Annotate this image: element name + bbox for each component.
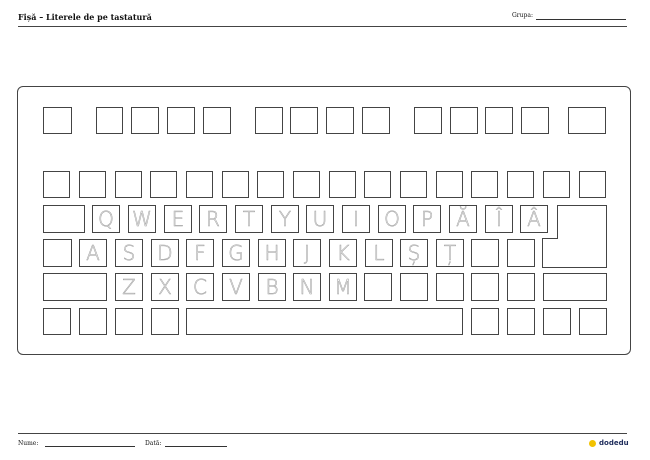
function-row-blank-key bbox=[96, 107, 123, 134]
space-row-blank-key bbox=[543, 308, 571, 335]
shift-row-blank-key bbox=[400, 273, 428, 301]
key-n: N bbox=[293, 273, 321, 301]
enter-key-shape bbox=[542, 205, 607, 268]
shift-row-blank-key bbox=[471, 273, 499, 301]
number-row-blank-key bbox=[329, 171, 356, 198]
key-c: C bbox=[186, 273, 214, 301]
number-row-blank-key bbox=[436, 171, 463, 198]
key-e: E bbox=[164, 205, 192, 233]
key-f: F bbox=[186, 239, 214, 267]
key-i: I bbox=[342, 205, 370, 233]
key-d: D bbox=[151, 239, 179, 267]
key-k: K bbox=[329, 239, 357, 267]
shift-row-blank-key bbox=[364, 273, 392, 301]
key-p: P bbox=[413, 205, 441, 233]
function-row-blank-key bbox=[521, 107, 549, 134]
key-r: R bbox=[199, 205, 227, 233]
function-row-blank-key bbox=[290, 107, 318, 134]
function-row-blank-key bbox=[414, 107, 442, 134]
number-row-blank-key bbox=[400, 171, 427, 198]
shift-row-blank-key bbox=[43, 273, 107, 301]
logo-dot-icon bbox=[589, 440, 596, 447]
key-h: H bbox=[258, 239, 286, 267]
shift-row-blank-key bbox=[507, 273, 535, 301]
number-row-blank-key bbox=[257, 171, 284, 198]
function-row-blank-key bbox=[568, 107, 606, 134]
group-write-line bbox=[536, 19, 626, 20]
group-label: Grupa: bbox=[512, 12, 533, 19]
key-â: Â bbox=[520, 205, 548, 233]
space-row-blank-key bbox=[186, 308, 463, 335]
shift-row-blank-key bbox=[436, 273, 464, 301]
function-row-blank-key bbox=[485, 107, 513, 134]
number-row-blank-key bbox=[471, 171, 498, 198]
key-ț: Ț bbox=[436, 239, 464, 267]
function-row-blank-key bbox=[43, 107, 72, 134]
home-row-blank-key bbox=[43, 239, 72, 267]
key-b: B bbox=[258, 273, 286, 301]
key-ă: Ă bbox=[449, 205, 477, 233]
key-j: J bbox=[293, 239, 321, 267]
shift-row-blank-key bbox=[543, 273, 607, 301]
home-row-blank-key bbox=[507, 239, 535, 267]
date-label: Dată: bbox=[145, 440, 162, 447]
key-w: W bbox=[128, 205, 156, 233]
space-row-blank-key bbox=[151, 308, 179, 335]
key-s: S bbox=[115, 239, 143, 267]
key-z: Z bbox=[115, 273, 143, 301]
key-x: X bbox=[151, 273, 179, 301]
worksheet-title: Fișă – Literele de pe tastatură bbox=[18, 12, 152, 22]
function-row-blank-key bbox=[167, 107, 195, 134]
space-row-blank-key bbox=[507, 308, 535, 335]
function-row-blank-key bbox=[326, 107, 354, 134]
function-row-blank-key bbox=[255, 107, 283, 134]
key-q: Q bbox=[92, 205, 120, 233]
name-write-line bbox=[45, 446, 135, 447]
space-row-blank-key bbox=[579, 308, 607, 335]
number-row-blank-key bbox=[364, 171, 391, 198]
function-row-blank-key bbox=[131, 107, 159, 134]
function-row-blank-key bbox=[450, 107, 478, 134]
date-write-line bbox=[165, 446, 227, 447]
number-row-blank-key bbox=[150, 171, 177, 198]
home-row-blank-key bbox=[471, 239, 499, 267]
key-g: G bbox=[222, 239, 250, 267]
key-l: L bbox=[365, 239, 393, 267]
number-row-blank-key bbox=[543, 171, 570, 198]
space-row-blank-key bbox=[471, 308, 499, 335]
number-row-blank-key bbox=[507, 171, 534, 198]
space-row-blank-key bbox=[79, 308, 107, 335]
enter-key bbox=[542, 205, 607, 268]
key-î: Î bbox=[485, 205, 513, 233]
brand-name: dodedu bbox=[599, 439, 629, 447]
key-a: A bbox=[79, 239, 107, 267]
number-row-blank-key bbox=[579, 171, 606, 198]
qwerty-row-blank-key bbox=[43, 205, 85, 233]
number-row-blank-key bbox=[79, 171, 106, 198]
number-row-blank-key bbox=[222, 171, 249, 198]
space-row-blank-key bbox=[115, 308, 143, 335]
key-v: V bbox=[222, 273, 250, 301]
function-row-blank-key bbox=[203, 107, 231, 134]
name-label: Nume: bbox=[18, 440, 39, 447]
number-row-blank-key bbox=[186, 171, 213, 198]
key-t: T bbox=[235, 205, 263, 233]
key-y: Y bbox=[271, 205, 299, 233]
number-row-blank-key bbox=[43, 171, 70, 198]
key-m: M bbox=[329, 273, 357, 301]
function-row-blank-key bbox=[362, 107, 390, 134]
header-divider bbox=[18, 26, 627, 27]
number-row-blank-key bbox=[115, 171, 142, 198]
number-row-blank-key bbox=[293, 171, 320, 198]
key-u: U bbox=[306, 205, 334, 233]
footer-divider bbox=[18, 433, 627, 434]
space-row-blank-key bbox=[43, 308, 71, 335]
key-o: O bbox=[378, 205, 406, 233]
brand-logo bbox=[589, 439, 629, 447]
key-ș: Ș bbox=[400, 239, 428, 267]
